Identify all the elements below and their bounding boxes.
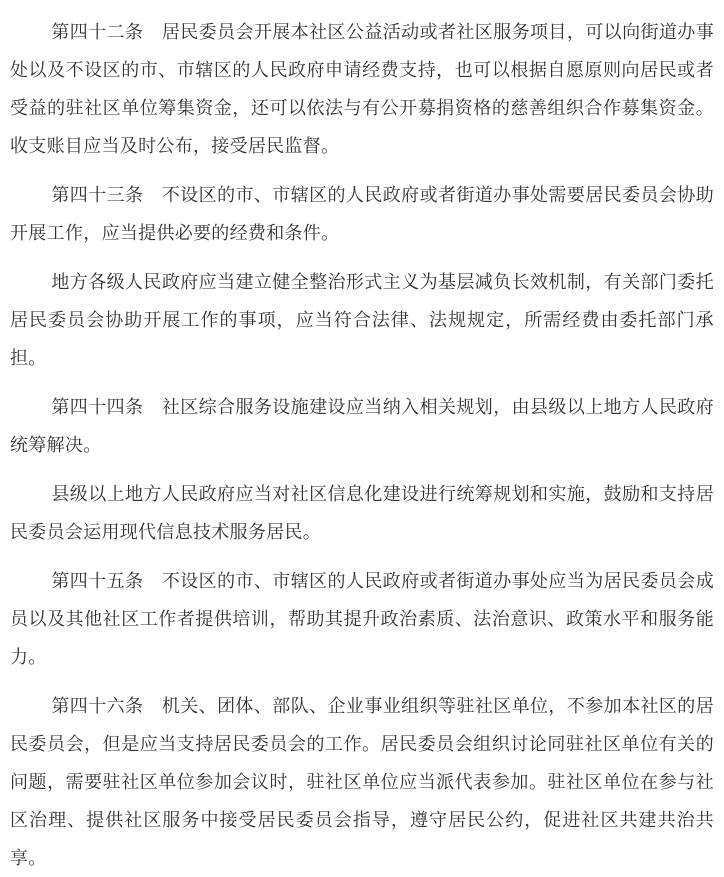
paragraph-article-44: 第四十四条 社区综合服务设施建设应当纳入相关规划，由县级以上地方人民政府统筹解决。: [10, 397, 714, 455]
paragraph-article-43-clause-2: 地方各级人民政府应当建立健全整治形式主义为基层减负长效机制，有关部门委托居民委员会协助开展工作的事项，应当符合法律、法规规定，所需经费由委托部门承担。: [10, 272, 714, 368]
paragraph-article-43: 第四十三条 不设区的市、市辖区的人民政府或者街道办事处需要居民委员会协助开展工作，应当提供必要的经费和条件。: [10, 185, 714, 243]
paragraph-article-44-clause-2: 县级以上地方人民政府应当对社区信息化建设进行统筹规划和实施，鼓励和支持居民委员会运用现代信息技术服务居民。: [10, 484, 714, 542]
paragraph-article-46: 第四十六条 机关、团体、部队、企业事业组织等驻社区单位，不参加本社区的居民委员会，但是应当支持居民委员会的工作。居民委员会组织讨论同驻社区单位有关的问题，需要驻社区单位参加会议时，驻社区单位应当派代表参加。驻社区单位在参与社区治理、提供社区服务中接受居民委员会指导，遵守居民公约，促进社区共建共治共享。: [10, 696, 714, 868]
paragraph-article-42: 第四十二条 居民委员会开展本社区公益活动或者社区服务项目，可以向街道办事处以及不设区的市、市辖区的人民政府申请经费支持，也可以根据自愿原则向居民或者受益的驻社区单位筹集资金，还可以依法与有公开募捐资格的慈善组织合作募集资金。收支账目应当及时公布，接受居民监督。: [10, 22, 714, 156]
paragraph-article-45: 第四十五条 不设区的市、市辖区的人民政府或者街道办事处应当为居民委员会成员以及其他社区工作者提供培训，帮助其提升政治素质、法治意识、政策水平和服务能力。: [10, 571, 714, 667]
